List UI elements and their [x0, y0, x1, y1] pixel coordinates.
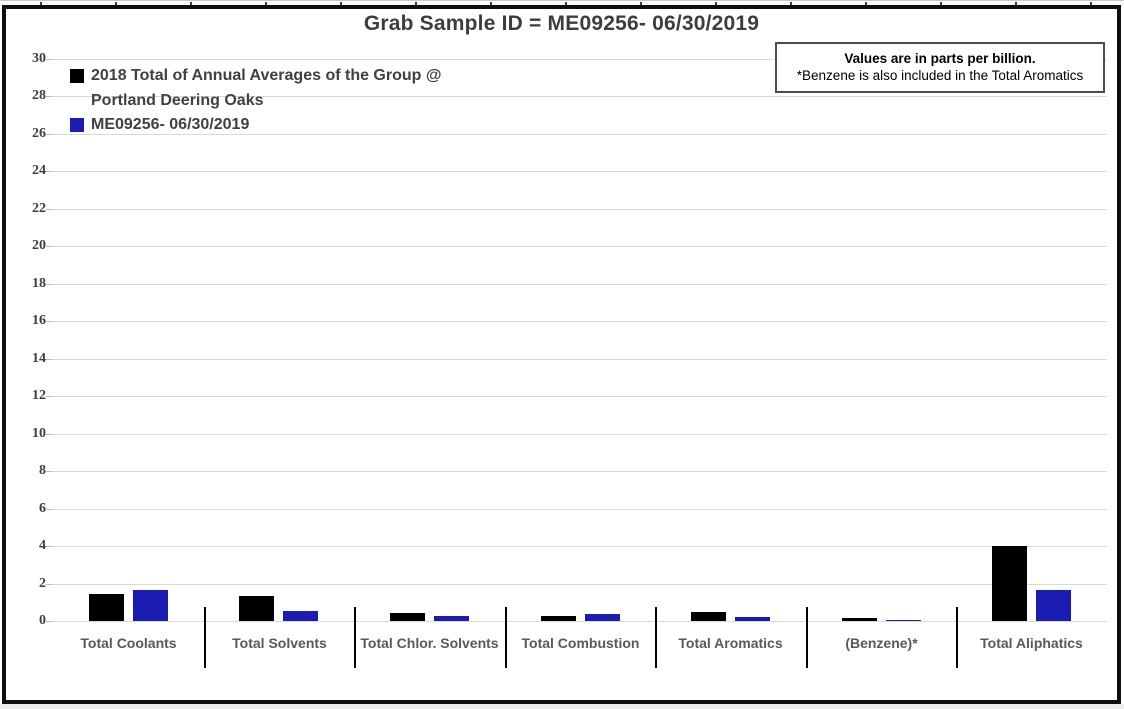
legend-entry-sample — [70, 113, 463, 138]
x-axis-label-3: Total Chlor. Solvents — [360, 635, 499, 651]
chart-title: Grab Sample ID = ME09256- 06/30/2019 — [363, 12, 760, 35]
y-axis-label-12: 12 — [32, 388, 46, 403]
bar-sample-7 — [1036, 590, 1071, 621]
gridline-y8 — [53, 471, 1107, 472]
x-axis-label-4: Total Combustion — [521, 635, 640, 651]
y-axis-tick-4 — [46, 546, 53, 547]
y-axis-label-16: 16 — [32, 313, 46, 328]
bar-avg2018-6 — [842, 618, 877, 621]
y-axis-label-30: 30 — [32, 51, 46, 66]
bar-sample-3 — [434, 616, 469, 621]
bar-sample-4 — [585, 614, 620, 621]
gridline-y20 — [53, 246, 1107, 247]
bar-sample-2 — [283, 611, 318, 621]
y-axis-label-2: 2 — [39, 576, 46, 591]
bar-avg2018-2 — [239, 596, 274, 621]
note-box — [775, 42, 1105, 93]
y-axis-tick-20 — [46, 246, 53, 247]
y-axis-tick-12 — [46, 396, 53, 397]
y-axis-tick-24 — [46, 171, 53, 172]
legend-swatch-2018 — [70, 69, 84, 83]
legend-label-sample: ME09256- 06/30/2019 — [91, 116, 250, 133]
gridline-y6 — [53, 509, 1107, 510]
y-axis-label-26: 26 — [32, 126, 46, 141]
bar-avg2018-7 — [992, 546, 1027, 621]
y-axis-label-22: 22 — [32, 201, 46, 216]
y-axis-label-0: 0 — [39, 613, 46, 628]
legend-label-2018: 2018 Total of Annual Averages of the Group @ Portland Deering Oaks — [91, 67, 442, 109]
y-axis-tick-16 — [46, 321, 53, 322]
y-axis-tick-14 — [46, 359, 53, 360]
x-axis-label-6: (Benzene)* — [845, 635, 918, 651]
y-axis-label-24: 24 — [32, 163, 46, 178]
y-axis-label-20: 20 — [32, 238, 46, 253]
y-axis-label-6: 6 — [39, 501, 46, 516]
gridline-y0 — [53, 621, 1107, 622]
y-axis-tick-22 — [46, 209, 53, 210]
gridline-y14 — [53, 359, 1107, 360]
y-axis-tick-2 — [46, 584, 53, 585]
gridline-y10 — [53, 434, 1107, 435]
bar-sample-5 — [735, 617, 770, 621]
gridline-y18 — [53, 284, 1107, 285]
y-axis-tick-8 — [46, 471, 53, 472]
gridline-y2 — [53, 584, 1107, 585]
gridline-y16 — [53, 321, 1107, 322]
y-axis-tick-10 — [46, 434, 53, 435]
y-axis-tick-6 — [46, 509, 53, 510]
gridline-y24 — [53, 171, 1107, 172]
y-axis-label-28: 28 — [32, 88, 46, 103]
note-units-text: Values are in parts per billion. — [844, 51, 1036, 66]
legend-entry-2018 — [70, 64, 463, 113]
gridline-y4 — [53, 546, 1107, 547]
gridline-y22 — [53, 209, 1107, 210]
x-axis-label-2: Total Solvents — [232, 635, 327, 651]
gridline-y12 — [53, 396, 1107, 397]
x-axis-label-5: Total Aromatics — [678, 635, 783, 651]
y-axis-tick-30 — [46, 59, 53, 60]
chart-legend — [70, 64, 463, 138]
bar-avg2018-1 — [89, 594, 124, 621]
x-axis-label-1: Total Coolants — [80, 635, 177, 651]
x-axis-label-7: Total Aliphatics — [980, 635, 1083, 651]
bar-sample-6 — [886, 620, 921, 621]
y-axis-tick-26 — [46, 134, 53, 135]
y-axis-label-14: 14 — [32, 351, 46, 366]
bar-avg2018-5 — [691, 612, 726, 621]
y-axis-tick-18 — [46, 284, 53, 285]
y-axis-label-18: 18 — [32, 276, 46, 291]
y-axis-label-4: 4 — [39, 538, 46, 553]
y-axis-label-10: 10 — [32, 426, 46, 441]
bar-sample-1 — [133, 590, 168, 621]
bar-avg2018-3 — [390, 613, 425, 621]
y-axis-tick-28 — [46, 96, 53, 97]
bar-avg2018-4 — [541, 616, 576, 621]
y-axis-tick-0 — [46, 621, 53, 622]
note-benzene-text: *Benzene is also included in the Total Aromatics — [796, 68, 1084, 83]
legend-swatch-sample — [70, 118, 84, 132]
y-axis-label-8: 8 — [39, 463, 46, 478]
